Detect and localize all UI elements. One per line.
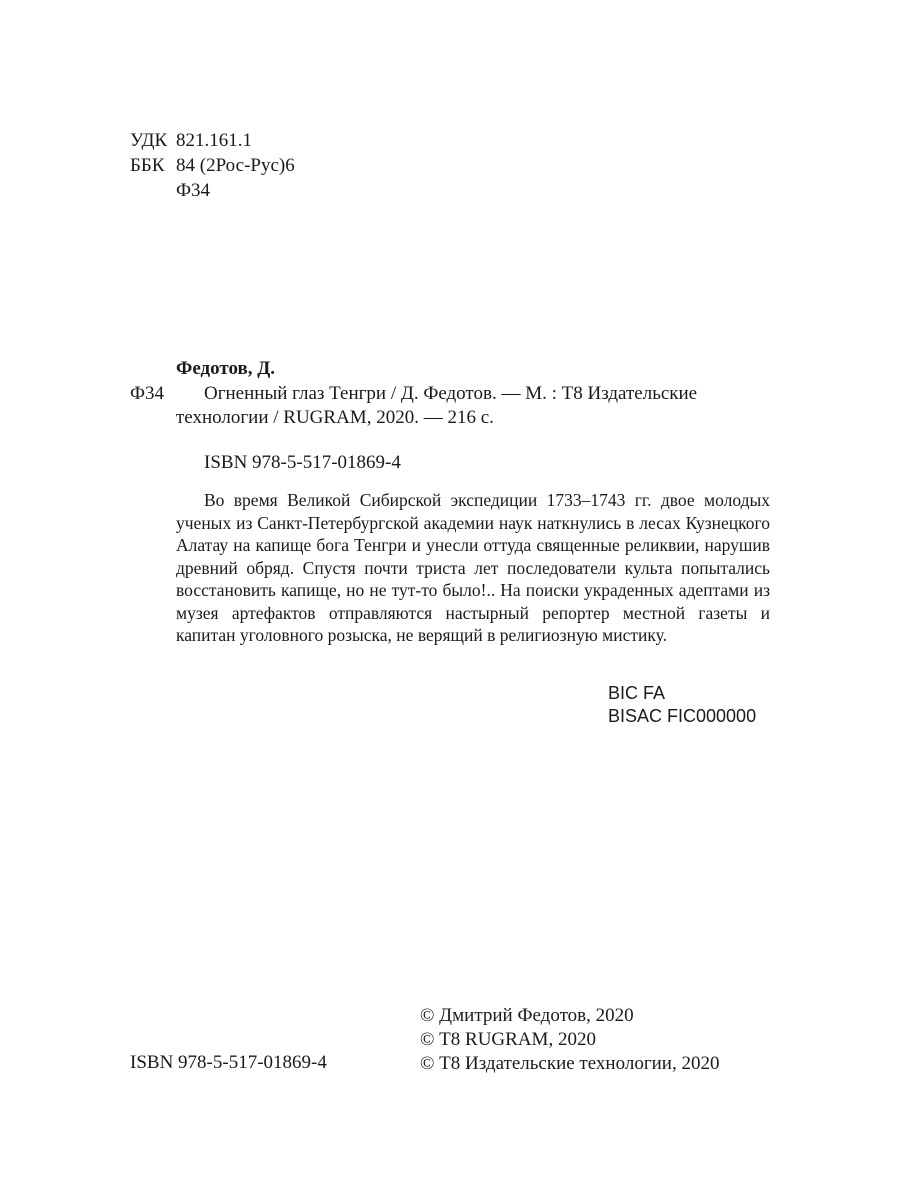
bbk-label: ББК <box>130 155 165 176</box>
udk-value: 821.161.1 <box>176 130 252 151</box>
annotation-text: Во время Великой Сибирской экспедиции 1733–1743 гг. двое молодых ученых из Санкт-Петербургской академии наук наткнулись в лесах Кузнецкого Алатау на капище бога Тенгри и унесли оттуда священные реликвии, нарушив древний обряд. Спустя почти триста лет последователи культа попытались восстановить капище, но не тут-то было!.. На поиски украденных адептами из музея артефактов отправляются настырный репортер местной газеты и капитан уголовного розыска, не верящий в религиозную мистику. <box>176 490 770 645</box>
bbk-row <box>130 154 295 178</box>
entry-line-2: технологии / RUGRAM, 2020. — 216 с. <box>176 407 494 428</box>
udk-row <box>130 129 252 153</box>
bbk-value: 84 (2Рос-Рус)6 <box>176 155 295 176</box>
entry-author: Федотов, Д. <box>176 358 276 379</box>
author-mark: Ф34 <box>176 180 211 201</box>
udk-label: УДК <box>130 130 168 151</box>
bic-code: BIC FA <box>608 683 666 703</box>
entry-line-1: Огненный глаз Тенгри / Д. Федотов. — М. : Т8 Издательские <box>204 383 698 404</box>
copyright-line: © Т8 Издательские технологии, 2020 <box>420 1053 720 1074</box>
copyright-block <box>420 1004 719 1076</box>
entry-isbn: ISBN 978-5-517-01869-4 <box>204 452 401 473</box>
copyright-line: © Дмитрий Федотов, 2020 <box>420 1005 634 1026</box>
copyright-line: © Т8 RUGRAM, 2020 <box>420 1029 596 1050</box>
footer-isbn: ISBN 978-5-517-01869-4 <box>130 1052 327 1073</box>
entry-code: Ф34 <box>130 383 165 404</box>
bisac-code: BISAC FIC000000 <box>608 706 757 726</box>
